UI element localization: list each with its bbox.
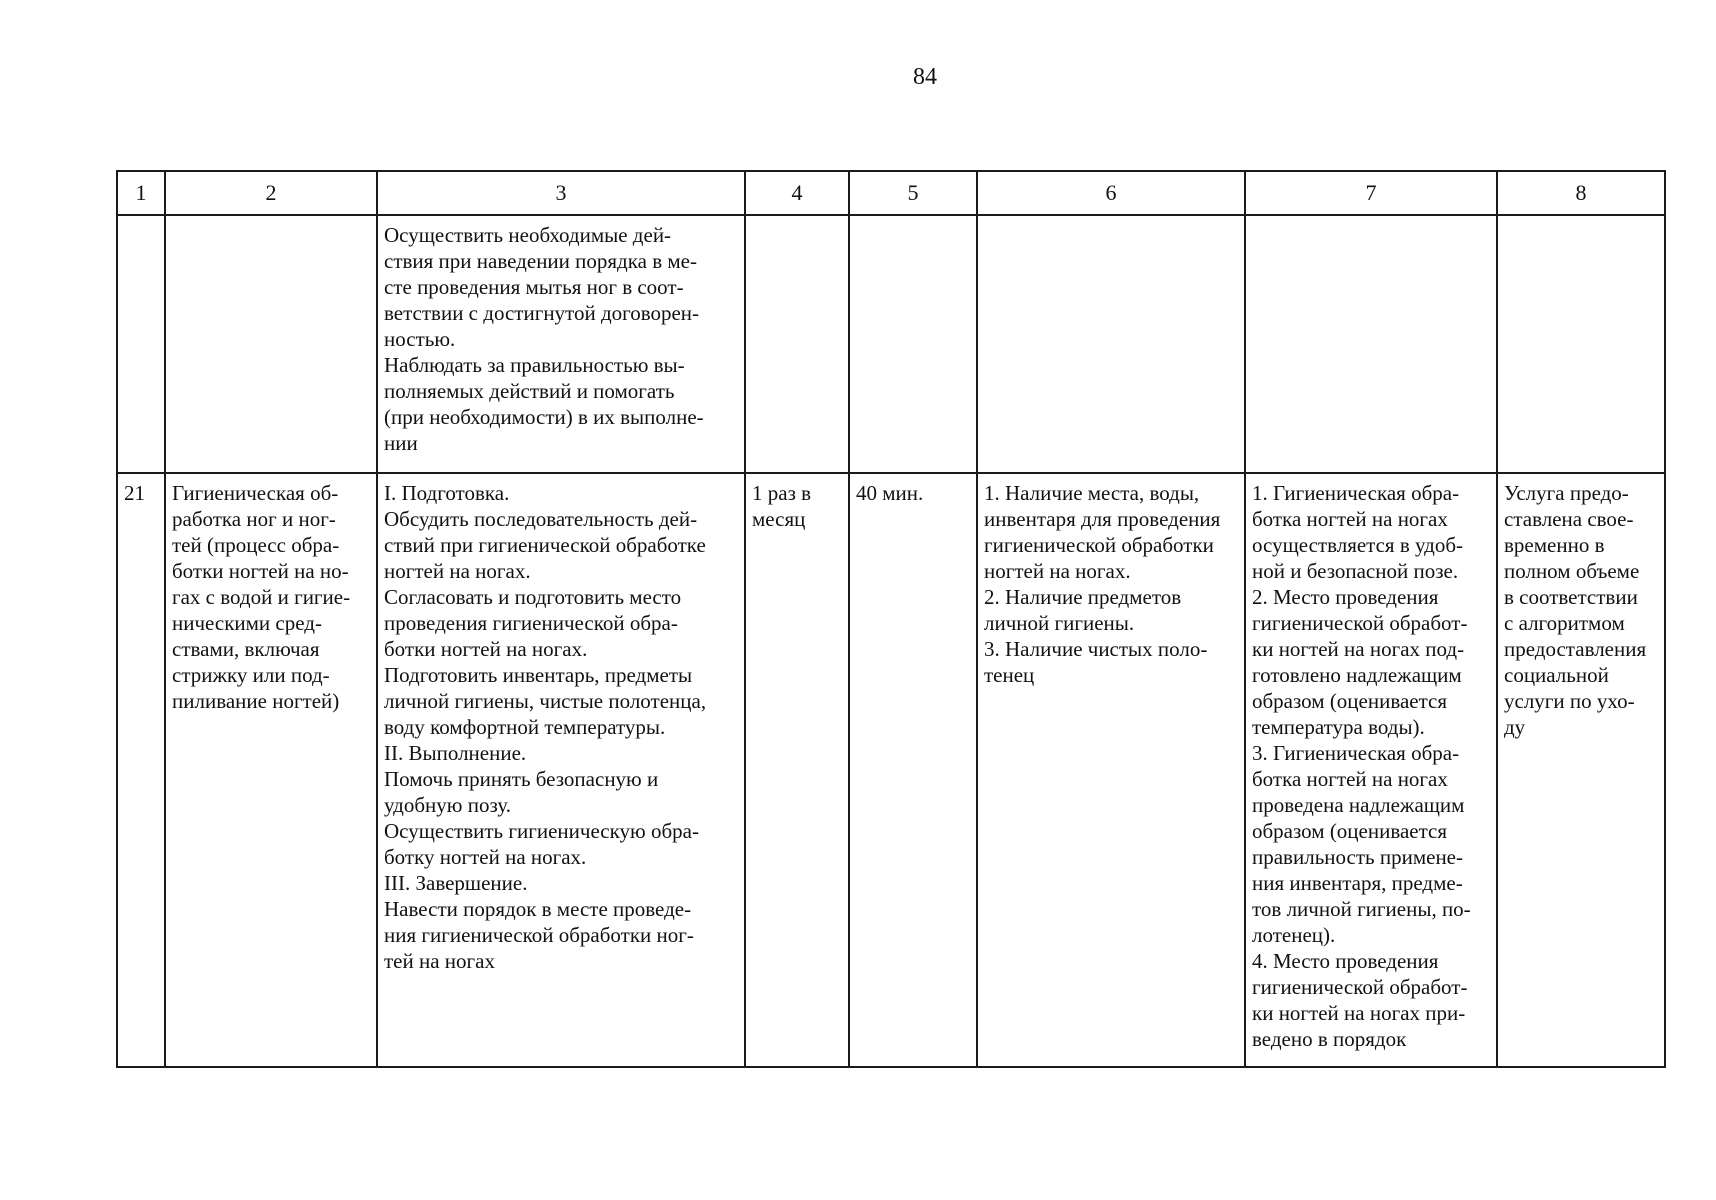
table-row-continuation bbox=[117, 215, 1665, 473]
text-line: I. Подготовка. bbox=[384, 481, 510, 505]
header-col-7: 7 bbox=[1245, 171, 1497, 215]
text-line: ствия при наведении порядка в ме- bbox=[384, 249, 697, 273]
text-line: в соответствии bbox=[1504, 585, 1638, 609]
text-line: (при необходимости) в их выполне- bbox=[384, 405, 704, 429]
cont-cell-number bbox=[117, 215, 165, 473]
text-line: ническими сред- bbox=[172, 611, 322, 635]
cont-cell-name bbox=[165, 215, 377, 473]
text-line: тей (процесс обра- bbox=[172, 533, 340, 557]
text-line: Согласовать и подготовить место bbox=[384, 585, 682, 609]
row-21-name bbox=[172, 480, 370, 714]
text-line: проведения гигиенической обра- bbox=[384, 611, 678, 635]
text-line: Наблюдать за правильностью вы- bbox=[384, 353, 685, 377]
text-line: ствий при гигиенической обработке bbox=[384, 533, 706, 557]
text-line: 2. Место проведения bbox=[1252, 585, 1439, 609]
page-number: 84 bbox=[913, 64, 937, 90]
text-line: ки ногтей на ногах при- bbox=[1252, 1001, 1466, 1025]
row-21-conditions bbox=[984, 480, 1238, 688]
row-21-actions-cell bbox=[377, 473, 745, 1067]
text-line: ботки ногтей на ногах. bbox=[384, 637, 588, 661]
text-line: ведено в порядок bbox=[1252, 1027, 1407, 1051]
text-line: тов личной гигиены, по- bbox=[1252, 897, 1471, 921]
text-line: удобную позу. bbox=[384, 793, 511, 817]
text-line: гах с водой и гигие- bbox=[172, 585, 351, 609]
header-col-6: 6 bbox=[977, 171, 1245, 215]
text-line: ной и безопасной позе. bbox=[1252, 559, 1459, 583]
text-line: ния гигиенической обработки ног- bbox=[384, 923, 694, 947]
cont-cell-evaluation bbox=[1497, 215, 1665, 473]
text-line: предоставления bbox=[1504, 637, 1647, 661]
row-21-conditions-cell bbox=[977, 473, 1245, 1067]
text-line: Осуществить гигиеническую обра- bbox=[384, 819, 699, 843]
row-21-quality-indicators bbox=[1252, 480, 1490, 1052]
text-line: образом (оценивается bbox=[1252, 689, 1448, 713]
text-line: ностью. bbox=[384, 327, 456, 351]
text-line: личной гигиены, чистые полотенца, bbox=[384, 689, 707, 713]
text-line: услуги по ухо- bbox=[1504, 689, 1635, 713]
row-21-frequency-cell bbox=[745, 473, 849, 1067]
text-line: готовлено надлежащим bbox=[1252, 663, 1462, 687]
text-line: тей на ногах bbox=[384, 949, 495, 973]
header-col-3: 3 bbox=[377, 171, 745, 215]
text-line: правильность примене- bbox=[1252, 845, 1463, 869]
text-line: ботку ногтей на ногах. bbox=[384, 845, 587, 869]
text-line: Помочь принять безопасную и bbox=[384, 767, 659, 791]
text-line: ставлена свое- bbox=[1504, 507, 1634, 531]
services-table bbox=[116, 170, 1666, 1068]
text-line: полняемых действий и помогать bbox=[384, 379, 675, 403]
header-col-8: 8 bbox=[1497, 171, 1665, 215]
text-line: гигиенической обработ- bbox=[1252, 975, 1468, 999]
row-21-evaluation bbox=[1504, 480, 1658, 740]
text-line: ния инвентаря, предме- bbox=[1252, 871, 1463, 895]
text-line: сте проведения мытья ног в соот- bbox=[384, 275, 684, 299]
text-line: ки ногтей на ногах под- bbox=[1252, 637, 1465, 661]
text-line: временно в bbox=[1504, 533, 1605, 557]
text-line: гигиенической обработ- bbox=[1252, 611, 1468, 635]
text-line: температура воды). bbox=[1252, 715, 1425, 739]
text-line: ботка ногтей на ногах bbox=[1252, 507, 1448, 531]
text-line: Осуществить необходимые дей- bbox=[384, 223, 672, 247]
header-col-5: 5 bbox=[849, 171, 977, 215]
cont-cell-quality bbox=[1245, 215, 1497, 473]
text-line: осуществляется в удоб- bbox=[1252, 533, 1464, 557]
text-line: проведена надлежащим bbox=[1252, 793, 1465, 817]
text-line: 2. Наличие предметов bbox=[984, 585, 1182, 609]
text-line: Подготовить инвентарь, предметы bbox=[384, 663, 693, 687]
row-21-name-cell bbox=[165, 473, 377, 1067]
text-line: социальной bbox=[1504, 663, 1609, 687]
text-line: ветствии с достигнутой договорен- bbox=[384, 301, 700, 325]
text-line: Навести порядок в месте проведе- bbox=[384, 897, 692, 921]
text-line: пиливание ногтей) bbox=[172, 689, 340, 713]
cont-cell-actions bbox=[377, 215, 745, 473]
row-21-duration: 40 мин. bbox=[849, 473, 977, 1067]
text-line: ду bbox=[1504, 715, 1526, 739]
header-col-1: 1 bbox=[117, 171, 165, 215]
text-line: гигиенической обработки bbox=[984, 533, 1214, 557]
text-line: III. Завершение. bbox=[384, 871, 528, 895]
text-line: месяц bbox=[752, 507, 806, 531]
text-line: стрижку или под- bbox=[172, 663, 330, 687]
text-line: работка ног и ног- bbox=[172, 507, 336, 531]
text-line: воду комфортной температуры. bbox=[384, 715, 666, 739]
text-line: 1. Гигиеническая обра- bbox=[1252, 481, 1460, 505]
text-line: тенец bbox=[984, 663, 1035, 687]
row-21-number: 21 bbox=[117, 473, 165, 1067]
text-line: 4. Место проведения bbox=[1252, 949, 1439, 973]
cont-cell-frequency bbox=[745, 215, 849, 473]
header-col-4: 4 bbox=[745, 171, 849, 215]
text-line: ботка ногтей на ногах bbox=[1252, 767, 1448, 791]
row-21-evaluation-cell bbox=[1497, 473, 1665, 1067]
text-line: Обсудить последовательность дей- bbox=[384, 507, 698, 531]
text-line: личной гигиены. bbox=[984, 611, 1135, 635]
text-line: 3. Наличие чистых поло- bbox=[984, 637, 1208, 661]
text-line: Гигиеническая об- bbox=[172, 481, 339, 505]
text-line: лотенец). bbox=[1252, 923, 1336, 947]
text-line: ботки ногтей на но- bbox=[172, 559, 349, 583]
header-col-2: 2 bbox=[165, 171, 377, 215]
text-line: образом (оценивается bbox=[1252, 819, 1448, 843]
text-line: 1. Наличие места, воды, bbox=[984, 481, 1200, 505]
text-line: нии bbox=[384, 431, 418, 455]
text-line: полном объеме bbox=[1504, 559, 1640, 583]
row-21-frequency bbox=[752, 480, 842, 532]
text-line: II. Выполнение. bbox=[384, 741, 527, 765]
text-line: Услуга предо- bbox=[1504, 481, 1629, 505]
cont-actions-text bbox=[384, 222, 738, 456]
text-line: с алгоритмом bbox=[1504, 611, 1625, 635]
text-line: 1 раз в bbox=[752, 481, 812, 505]
text-line: ногтей на ногах. bbox=[384, 559, 531, 583]
cont-cell-duration bbox=[849, 215, 977, 473]
text-line: инвентаря для проведения bbox=[984, 507, 1221, 531]
text-line: 3. Гигиеническая обра- bbox=[1252, 741, 1460, 765]
text-line: ногтей на ногах. bbox=[984, 559, 1131, 583]
cont-cell-conditions bbox=[977, 215, 1245, 473]
row-21-quality-cell bbox=[1245, 473, 1497, 1067]
text-line: ствами, включая bbox=[172, 637, 320, 661]
header-row bbox=[117, 171, 1665, 215]
row-21-actions bbox=[384, 480, 738, 974]
table-row-21 bbox=[117, 473, 1665, 1067]
